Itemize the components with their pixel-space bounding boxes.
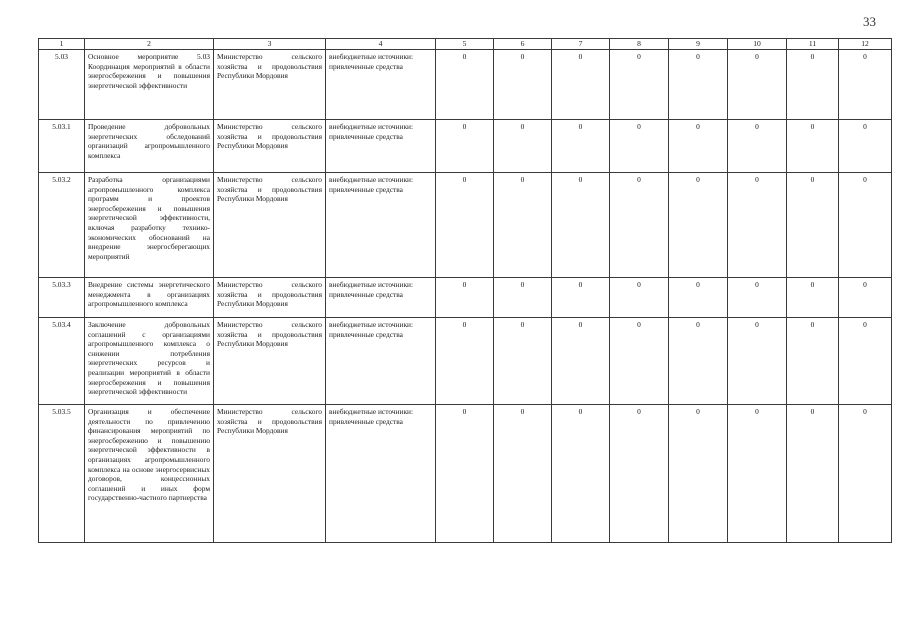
- row-code: 5.03.5: [39, 405, 85, 543]
- row-value: 0: [669, 318, 728, 405]
- row-value: 0: [839, 120, 892, 173]
- row-value: 0: [436, 120, 494, 173]
- row-value: 0: [610, 278, 669, 318]
- column-header: 4: [326, 39, 436, 50]
- row-value: 0: [436, 50, 494, 120]
- table-row: [39, 278, 892, 318]
- row-value: 0: [669, 278, 728, 318]
- row-value: 0: [787, 318, 839, 405]
- row-value: 0: [728, 50, 787, 120]
- column-header: 9: [669, 39, 728, 50]
- row-executor: Министерство сельского хозяйства и продовольствия Республики Мордовия: [214, 405, 326, 543]
- row-source: внебюджетные источники: привлеченные средства: [326, 278, 436, 318]
- row-value: 0: [787, 405, 839, 543]
- row-executor: Министерство сельского хозяйства и продовольствия Республики Мордовия: [214, 120, 326, 173]
- row-executor: Министерство сельского хозяйства и продовольствия Республики Мордовия: [214, 318, 326, 405]
- row-value: 0: [839, 318, 892, 405]
- row-value: 0: [494, 278, 552, 318]
- row-value: 0: [494, 120, 552, 173]
- row-value: 0: [552, 120, 610, 173]
- column-header: 8: [610, 39, 669, 50]
- row-code: 5.03.3: [39, 278, 85, 318]
- row-source: внебюджетные источники: привлеченные средства: [326, 50, 436, 120]
- column-header: 12: [839, 39, 892, 50]
- row-value: 0: [787, 120, 839, 173]
- row-value: 0: [494, 173, 552, 278]
- column-header: 2: [85, 39, 214, 50]
- row-value: 0: [552, 278, 610, 318]
- row-value: 0: [839, 278, 892, 318]
- row-source: внебюджетные источники: привлеченные средства: [326, 405, 436, 543]
- row-source: внебюджетные источники: привлеченные средства: [326, 120, 436, 173]
- row-value: 0: [494, 50, 552, 120]
- row-code: 5.03.4: [39, 318, 85, 405]
- row-value: 0: [669, 120, 728, 173]
- row-value: 0: [669, 50, 728, 120]
- row-value: 0: [552, 50, 610, 120]
- row-value: 0: [610, 405, 669, 543]
- table-row: [39, 50, 892, 120]
- row-code: 5.03.2: [39, 173, 85, 278]
- column-header: 3: [214, 39, 326, 50]
- column-header: 10: [728, 39, 787, 50]
- row-value: 0: [839, 405, 892, 543]
- column-header: 1: [39, 39, 85, 50]
- row-value: 0: [839, 173, 892, 278]
- header-row: [39, 39, 892, 50]
- row-name: Организация и обеспечение деятельности по привлечению финансирования мероприятий по энергосбережению и повышению энергетической эффективности в организациях агропромышленного комплекса на основе энергосервисных договоров, концессионных соглашений и иных форм государственно-частного партнерства: [85, 405, 214, 543]
- row-name: Разработка организациями агропромышленного комплекса программ и проектов энергосбережения и повышения энергетической эффективности, включая разработку технико-экономических обоснований на внедрение энергосберегающих мероприятий: [85, 173, 214, 278]
- row-value: 0: [728, 173, 787, 278]
- row-executor: Министерство сельского хозяйства и продовольствия Республики Мордовия: [214, 50, 326, 120]
- table-row: [39, 120, 892, 173]
- row-value: 0: [787, 173, 839, 278]
- row-value: 0: [610, 318, 669, 405]
- row-value: 0: [728, 120, 787, 173]
- row-value: 0: [669, 173, 728, 278]
- row-value: 0: [839, 50, 892, 120]
- row-name: Внедрение системы энергетического менеджмента в организациях агропромышленного комплекса: [85, 278, 214, 318]
- column-header: 5: [436, 39, 494, 50]
- row-source: внебюджетные источники: привлеченные средства: [326, 318, 436, 405]
- row-code: 5.03: [39, 50, 85, 120]
- row-name: Проведение добровольных энергетических обследований организаций агропромышленного комплекса: [85, 120, 214, 173]
- table-row: [39, 318, 892, 405]
- row-value: 0: [787, 50, 839, 120]
- row-value: 0: [436, 405, 494, 543]
- column-header: 11: [787, 39, 839, 50]
- column-header: 7: [552, 39, 610, 50]
- row-value: 0: [728, 318, 787, 405]
- table-row: [39, 405, 892, 543]
- row-value: 0: [494, 318, 552, 405]
- row-code: 5.03.1: [39, 120, 85, 173]
- row-value: 0: [610, 50, 669, 120]
- row-value: 0: [728, 405, 787, 543]
- table-row: [39, 173, 892, 278]
- row-value: 0: [669, 405, 728, 543]
- row-name: Заключение добровольных соглашений с организациями агропромышленного комплекса о снижении потребления энергетических ресурсов и реализации мероприятий в области энергосбережения и повышения энергетической эффективности: [85, 318, 214, 405]
- row-value: 0: [494, 405, 552, 543]
- row-value: 0: [552, 173, 610, 278]
- column-header: 6: [494, 39, 552, 50]
- row-value: 0: [728, 278, 787, 318]
- row-source: внебюджетные источники: привлеченные средства: [326, 173, 436, 278]
- row-executor: Министерство сельского хозяйства и продовольствия Республики Мордовия: [214, 278, 326, 318]
- row-executor: Министерство сельского хозяйства и продовольствия Республики Мордовия: [214, 173, 326, 278]
- row-value: 0: [610, 173, 669, 278]
- row-value: 0: [787, 278, 839, 318]
- row-value: 0: [552, 405, 610, 543]
- row-name: Основное мероприятие 5.03 Координация мероприятий в области энергосбережения и повышения энергетической эффективности: [85, 50, 214, 120]
- measures-table: [38, 38, 892, 543]
- row-value: 0: [436, 173, 494, 278]
- row-value: 0: [552, 318, 610, 405]
- row-value: 0: [436, 318, 494, 405]
- page-number: 33: [863, 14, 876, 29]
- row-value: 0: [610, 120, 669, 173]
- row-value: 0: [436, 278, 494, 318]
